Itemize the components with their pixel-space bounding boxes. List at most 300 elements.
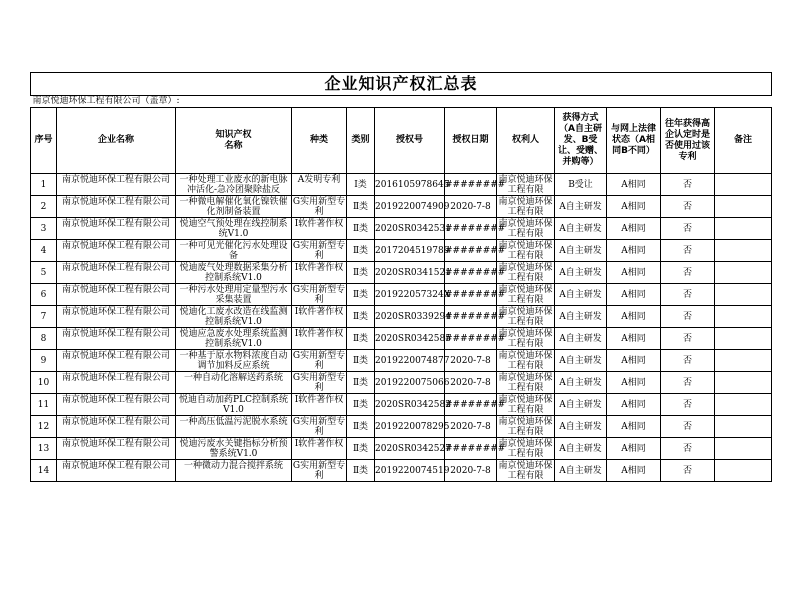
cell-kind [292, 416, 347, 438]
cell-legal-status [607, 306, 661, 328]
cell-legal-status-text: A相同 [621, 355, 646, 366]
cell-auth-date [445, 350, 497, 372]
cell-used-before-text: 否 [682, 289, 692, 300]
cell-used-before-text: 否 [682, 355, 692, 366]
table-row [31, 460, 772, 482]
cell-auth-date [445, 372, 497, 394]
cell-kind-text: G实用新型专利 [292, 372, 346, 393]
cell-company-text: 南京悦迪环保工程有限公司 [61, 416, 170, 427]
header-kind: 种类 [292, 108, 347, 174]
cell-auth-date-text: 2020-7-8 [450, 465, 491, 476]
cell-legal-status-text: A相同 [621, 201, 646, 212]
cell-auth-no-text: 2020SR0342585 [375, 333, 451, 344]
cell-auth-no [375, 306, 451, 328]
cell-category [347, 350, 375, 372]
cell-seq-text: 8 [40, 333, 47, 344]
header-method [555, 108, 607, 174]
table-row [31, 196, 772, 218]
cell-owner [497, 328, 555, 350]
cell-ip-name [176, 350, 292, 372]
cell-auth-date-text: 2020-7-8 [450, 421, 491, 432]
cell-seq-text: 5 [40, 267, 47, 278]
cell-owner [497, 284, 555, 306]
cell-method [555, 438, 607, 460]
cell-category [347, 306, 375, 328]
cell-category-text: Ⅱ类 [352, 421, 369, 432]
header-seq: 序号 [31, 108, 57, 174]
cell-remark [715, 284, 772, 306]
header-company: 企业名称 [57, 108, 176, 174]
cell-ip-name [176, 416, 292, 438]
cell-auth-no-text: 2020SR0342527 [375, 443, 451, 454]
cell-kind [292, 262, 347, 284]
cell-kind-text: I软件著作权 [294, 262, 344, 273]
cell-method-text: A自主研发 [559, 421, 602, 432]
cell-used-before-text: 否 [682, 267, 692, 278]
cell-company [57, 240, 176, 262]
cell-method [555, 262, 607, 284]
cell-owner-text: 南京悦迪环保工程有限 [498, 438, 553, 459]
cell-auth-date [445, 196, 497, 218]
cell-category-text: Ⅱ类 [352, 267, 369, 278]
cell-auth-no [375, 416, 450, 438]
cell-auth-no [375, 460, 450, 482]
cell-method-text: A自主研发 [559, 355, 602, 366]
cell-ip-name-text: 一种污水处理用定量型污水采集装置 [179, 284, 288, 305]
table-row [31, 438, 772, 460]
cell-auth-date-text: 2020-7-8 [450, 201, 491, 212]
cell-auth-no [375, 284, 451, 306]
cell-auth-no-text: 2020SR0342582 [375, 399, 451, 410]
cell-used-before-text: 否 [682, 179, 692, 190]
cell-auth-date [445, 174, 506, 196]
cell-remark [715, 350, 772, 372]
table-row [31, 372, 772, 394]
cell-seq-text: 10 [37, 377, 50, 388]
header-remark: 备注 [715, 108, 772, 174]
cell-remark [715, 196, 772, 218]
cell-seq-text: 14 [37, 465, 50, 476]
cell-legal-status [607, 460, 661, 482]
cell-method [555, 328, 607, 350]
cell-kind [292, 196, 347, 218]
cell-auth-no [375, 394, 451, 416]
cell-owner-text: 南京悦迪环保工程有限 [498, 174, 553, 195]
cell-ip-name [176, 262, 292, 284]
cell-owner [497, 416, 555, 438]
cell-category [347, 460, 375, 482]
cell-used-before-text: 否 [682, 223, 692, 234]
cell-used-before [661, 174, 715, 196]
cell-seq [31, 328, 57, 350]
cell-legal-status [607, 262, 661, 284]
cell-method [555, 218, 607, 240]
cell-method [555, 240, 607, 262]
cell-company-text: 南京悦迪环保工程有限公司 [61, 306, 170, 317]
cell-ip-name-text: 悦迪废气处理数据采集分析控制系统V1.0 [179, 262, 288, 283]
header-auth-no: 授权号 [375, 108, 445, 174]
cell-seq-text: 11 [37, 399, 50, 410]
cell-auth-no [375, 438, 451, 460]
cell-remark [715, 240, 772, 262]
cell-company-text: 南京悦迪环保工程有限公司 [61, 328, 170, 339]
cell-owner-text: 南京悦迪环保工程有限 [498, 306, 553, 327]
cell-used-before-text: 否 [682, 333, 692, 344]
cell-company-text: 南京悦迪环保工程有限公司 [61, 372, 170, 383]
cell-ip-name-text: 一种高压低温污泥脱水系统 [179, 416, 288, 427]
cell-ip-name [176, 460, 292, 482]
header-legal-status: 与网上法律状态（A相同B不同） [607, 108, 661, 174]
table-row [31, 416, 772, 438]
cell-legal-status-text: A相同 [621, 311, 646, 322]
cell-owner-text: 南京悦迪环保工程有限 [498, 262, 553, 283]
cell-company [57, 350, 176, 372]
cell-method-text: A自主研发 [559, 311, 602, 322]
cell-auth-no-text: 2019220074519 [375, 465, 450, 476]
cell-seq [31, 196, 57, 218]
cell-auth-date-text: ######## [445, 179, 506, 190]
header-category: 类别 [347, 108, 375, 174]
cell-owner [497, 394, 555, 416]
cell-owner [497, 350, 555, 372]
cell-owner [497, 372, 555, 394]
cell-company [57, 306, 176, 328]
cell-auth-no [375, 262, 451, 284]
cell-method-text: A自主研发 [559, 443, 602, 454]
cell-category-text: Ⅱ类 [352, 443, 369, 454]
cell-owner-text: 南京悦迪环保工程有限 [498, 196, 553, 217]
cell-used-before-text: 否 [682, 201, 692, 212]
cell-category [347, 218, 375, 240]
header-used-before: 往年获得高企认定时是否使用过该专利 [661, 108, 715, 174]
cell-auth-no [375, 372, 450, 394]
cell-owner [497, 174, 555, 196]
cell-owner [497, 306, 555, 328]
cell-remark [715, 416, 772, 438]
cell-ip-name-text: 一种可见光催化污水处理设备 [179, 240, 288, 261]
cell-method [555, 350, 607, 372]
cell-ip-name-text: 一种自动化溶解送药系统 [183, 372, 283, 383]
cell-legal-status-text: A相同 [621, 223, 646, 234]
cell-owner-text: 南京悦迪环保工程有限 [498, 394, 553, 415]
cell-seq [31, 218, 57, 240]
cell-owner [497, 196, 555, 218]
cell-kind-text: G实用新型专利 [292, 284, 346, 305]
cell-remark [715, 438, 772, 460]
header-ip-name-text: 知识产权 名称 [215, 129, 252, 151]
cell-used-before [661, 328, 715, 350]
cell-owner [497, 262, 555, 284]
cell-ip-name [176, 438, 292, 460]
cell-auth-date-text: ######## [445, 267, 506, 278]
cell-kind [292, 218, 347, 240]
cell-remark [715, 174, 772, 196]
cell-kind [292, 372, 347, 394]
cell-method-text: A自主研发 [559, 201, 602, 212]
cell-auth-date-text: ######## [445, 289, 506, 300]
cell-seq [31, 416, 57, 438]
cell-category [347, 196, 375, 218]
cell-category-text: Ⅱ类 [352, 355, 369, 366]
cell-company [57, 284, 176, 306]
cell-method [555, 306, 607, 328]
cell-auth-no [375, 240, 450, 262]
cell-ip-name [176, 196, 292, 218]
cell-seq-text: 12 [37, 421, 50, 432]
cell-used-before [661, 284, 715, 306]
cell-category [347, 284, 375, 306]
cell-used-before [661, 350, 715, 372]
cell-legal-status-text: A相同 [621, 267, 646, 278]
cell-kind [292, 350, 347, 372]
cell-method [555, 394, 607, 416]
cell-category-text: Ⅱ类 [352, 245, 369, 256]
table-row [31, 306, 772, 328]
cell-method [555, 196, 607, 218]
cell-category-text: Ⅱ类 [352, 223, 369, 234]
cell-auth-date-text: 2020-7-8 [450, 377, 491, 388]
cell-remark [715, 218, 772, 240]
cell-category [347, 416, 375, 438]
cell-method-text: A自主研发 [559, 333, 602, 344]
cell-remark [715, 394, 772, 416]
cell-ip-name-text: 一种微电解催化氧化镍铁催化剂制备装置 [179, 196, 288, 217]
ip-summary-table [30, 72, 772, 482]
cell-auth-date-text: ######## [445, 333, 506, 344]
cell-method-text: A自主研发 [559, 399, 602, 410]
cell-used-before [661, 240, 715, 262]
cell-kind-text: G实用新型专利 [292, 240, 346, 261]
cell-legal-status [607, 284, 661, 306]
cell-auth-date [445, 240, 506, 262]
cell-method-text: A自主研发 [559, 267, 602, 278]
cell-remark [715, 328, 772, 350]
table-row [31, 328, 772, 350]
cell-owner-text: 南京悦迪环保工程有限 [498, 328, 553, 349]
cell-auth-no [375, 350, 450, 372]
header-owner: 权利人 [497, 108, 555, 174]
cell-kind [292, 306, 347, 328]
cell-method-text: A自主研发 [559, 223, 602, 234]
cell-auth-date [445, 284, 506, 306]
cell-seq [31, 284, 57, 306]
cell-kind-text: I软件著作权 [294, 328, 344, 339]
cell-owner [497, 240, 555, 262]
cell-owner [497, 460, 555, 482]
cell-kind-text: G实用新型专利 [292, 460, 346, 481]
cell-owner-text: 南京悦迪环保工程有限 [498, 240, 553, 261]
cell-ip-name [176, 328, 292, 350]
cell-used-before [661, 372, 715, 394]
cell-company-text: 南京悦迪环保工程有限公司 [61, 218, 170, 229]
cell-auth-date-text: ######## [445, 223, 506, 234]
cell-category [347, 262, 375, 284]
cell-seq [31, 394, 57, 416]
cell-used-before-text: 否 [682, 421, 692, 432]
cell-seq-text: 9 [40, 355, 47, 366]
cell-kind-text: I软件著作权 [294, 218, 344, 229]
cell-legal-status-text: A相同 [621, 289, 646, 300]
cell-auth-date [445, 328, 506, 350]
cell-company [57, 438, 176, 460]
ip-summary-sheet [30, 72, 771, 482]
table-header-row [31, 108, 772, 174]
cell-used-before [661, 394, 715, 416]
cell-auth-date [445, 416, 497, 438]
cell-used-before-text: 否 [682, 245, 692, 256]
table-row [31, 218, 772, 240]
cell-method [555, 174, 607, 196]
cell-auth-no [375, 328, 451, 350]
cell-category [347, 174, 375, 196]
cell-auth-no-text: 2019220074877 [375, 355, 450, 366]
cell-category [347, 372, 375, 394]
cell-company [57, 460, 176, 482]
cell-company [57, 218, 176, 240]
cell-ip-name [176, 284, 292, 306]
cell-owner-text: 南京悦迪环保工程有限 [498, 350, 553, 371]
cell-method-text: A自主研发 [559, 289, 602, 300]
cell-used-before-text: 否 [682, 465, 692, 476]
cell-category-text: Ⅱ类 [352, 201, 369, 212]
cell-legal-status [607, 372, 661, 394]
cell-legal-status [607, 350, 661, 372]
cell-company-text: 南京悦迪环保工程有限公司 [61, 196, 170, 207]
cell-legal-status [607, 196, 661, 218]
cell-company-text: 南京悦迪环保工程有限公司 [61, 262, 170, 273]
cell-kind [292, 284, 347, 306]
cell-auth-no-text: 2019220078295 [375, 421, 450, 432]
cell-seq-text: 7 [40, 311, 47, 322]
cell-legal-status-text: A相同 [621, 443, 646, 454]
table-row [31, 174, 772, 196]
cell-company-text: 南京悦迪环保工程有限公司 [61, 460, 170, 471]
cell-remark [715, 262, 772, 284]
cell-ip-name-text: 悦迪自动加药PLC控制系统V1.0 [179, 394, 288, 415]
cell-used-before [661, 306, 715, 328]
cell-kind [292, 328, 347, 350]
cell-company-text: 南京悦迪环保工程有限公司 [61, 350, 170, 361]
cell-used-before-text: 否 [682, 443, 692, 454]
cell-seq [31, 262, 57, 284]
cell-legal-status [607, 394, 661, 416]
cell-legal-status [607, 218, 661, 240]
cell-auth-no-text: 201922057324X [375, 289, 451, 300]
cell-used-before-text: 否 [682, 377, 692, 388]
cell-seq [31, 350, 57, 372]
cell-ip-name-text: 悦迪应急废水处理系统监测控制系统V1.0 [179, 328, 288, 349]
cell-used-before [661, 218, 715, 240]
cell-seq [31, 240, 57, 262]
cell-legal-status-text: A相同 [621, 179, 646, 190]
cell-category-text: Ⅱ类 [352, 465, 369, 476]
header-ip-name [176, 108, 292, 174]
cell-owner-text: 南京悦迪环保工程有限 [498, 416, 553, 437]
cell-auth-date [445, 460, 497, 482]
cell-ip-name-text: 悦迪化工废水改造在线监测控制系统V1.0 [179, 306, 288, 327]
cell-owner [497, 438, 555, 460]
cell-ip-name-text: 一种处理工业废水的新电脉冲活化-急冷团聚除盐反 [179, 174, 288, 195]
cell-kind-text: G实用新型专利 [292, 350, 346, 371]
cell-seq-text: 6 [40, 289, 47, 300]
header-method-text: 获得方式 （A自主研发、B受让、受赠、并购等） [557, 113, 603, 167]
cell-owner-text: 南京悦迪环保工程有限 [498, 460, 553, 481]
cell-remark [715, 460, 772, 482]
cell-auth-date [445, 218, 506, 240]
cell-auth-no-text: 2020SR0341521 [375, 267, 451, 278]
cell-kind [292, 438, 347, 460]
company-stamp-line: 南京悦迪环保工程有限公司（盖章）: [31, 96, 772, 108]
cell-kind-text: I软件著作权 [294, 306, 344, 317]
cell-auth-no-text: 2019220074909 [375, 201, 450, 212]
table-row [31, 394, 772, 416]
cell-ip-name [176, 218, 292, 240]
cell-kind-text: G实用新型专利 [292, 196, 346, 217]
cell-company-text: 南京悦迪环保工程有限公司 [61, 174, 170, 185]
cell-auth-date-text: ######## [445, 245, 506, 256]
cell-seq-text: 3 [40, 223, 47, 234]
cell-auth-no-text: 2020SR0342531 [375, 223, 451, 234]
cell-kind-text: G实用新型专利 [292, 416, 346, 437]
cell-kind [292, 240, 347, 262]
cell-legal-status-text: A相同 [621, 377, 646, 388]
cell-used-before-text: 否 [682, 399, 692, 410]
cell-kind [292, 394, 347, 416]
cell-auth-no-text: 2020SR0339294 [375, 311, 451, 322]
cell-legal-status-text: A相同 [621, 421, 646, 432]
cell-kind [292, 460, 347, 482]
cell-auth-no-text: 2017204519789 [375, 245, 450, 256]
cell-method [555, 460, 607, 482]
cell-kind [292, 174, 347, 196]
table-row [31, 284, 772, 306]
cell-seq-text: 13 [37, 443, 50, 454]
cell-legal-status [607, 438, 661, 460]
table-row [31, 350, 772, 372]
cell-used-before [661, 262, 715, 284]
cell-legal-status [607, 174, 661, 196]
cell-company [57, 196, 176, 218]
cell-category [347, 438, 375, 460]
cell-used-before [661, 460, 715, 482]
cell-auth-no [375, 196, 450, 218]
cell-company-text: 南京悦迪环保工程有限公司 [61, 240, 170, 251]
cell-auth-no-text: 2016105978645 [375, 179, 450, 190]
cell-category [347, 240, 375, 262]
cell-owner-text: 南京悦迪环保工程有限 [498, 218, 553, 239]
cell-ip-name [176, 174, 292, 196]
table-row [31, 262, 772, 284]
cell-auth-date-text: 2020-7-8 [450, 355, 491, 366]
cell-category-text: Ⅰ类 [354, 179, 367, 190]
cell-category-text: Ⅱ类 [352, 311, 369, 322]
cell-legal-status [607, 328, 661, 350]
cell-legal-status-text: A相同 [621, 333, 646, 344]
header-auth-date: 授权日期 [445, 108, 497, 174]
cell-ip-name-text: 一种基于原水物料浓度自动调节加料反应系统 [179, 350, 288, 371]
cell-auth-date [445, 306, 506, 328]
cell-used-before-text: 否 [682, 311, 692, 322]
cell-ip-name-text: 悦迪空气预处理在线控制系统V1.0 [179, 218, 288, 239]
cell-company [57, 372, 176, 394]
cell-method-text: A自主研发 [559, 245, 602, 256]
cell-seq-text: 4 [40, 245, 47, 256]
cell-kind-text: I软件著作权 [294, 394, 344, 405]
cell-used-before [661, 416, 715, 438]
cell-ip-name [176, 240, 292, 262]
cell-ip-name [176, 394, 292, 416]
cell-auth-date [445, 262, 506, 284]
